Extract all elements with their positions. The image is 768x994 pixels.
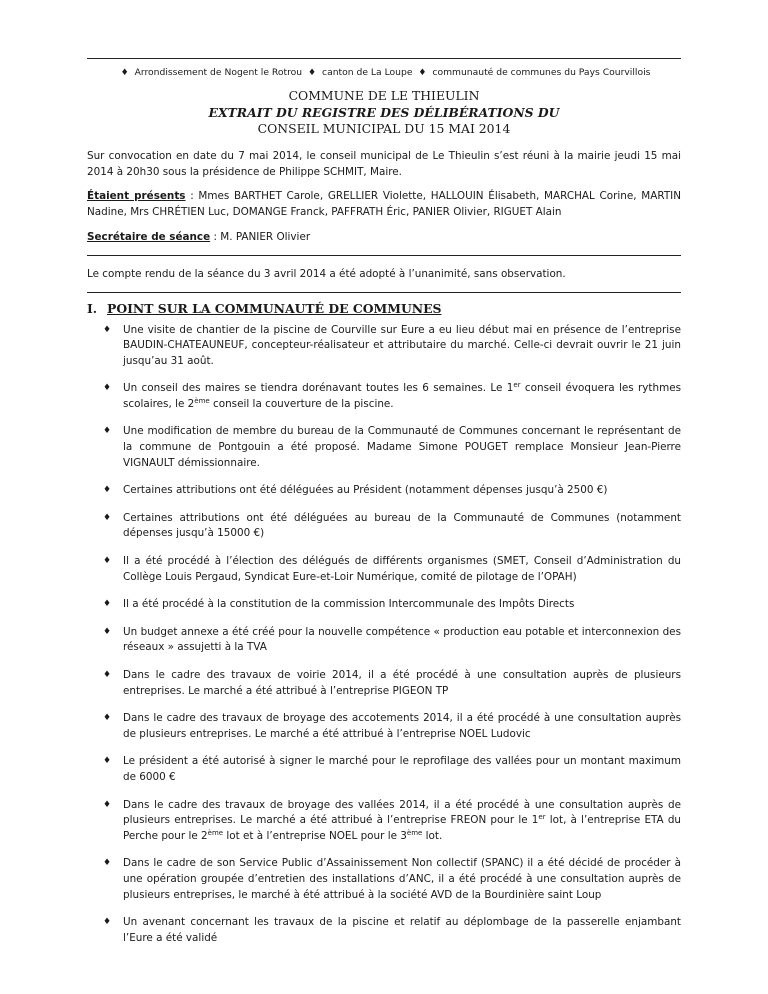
presents-paragraph xyxy=(87,188,681,220)
title-extrait: EXTRAIT DU REGISTRE DES DÉLIBÉRATIONS DU xyxy=(208,104,560,120)
diamond-icon: ♦ xyxy=(120,68,129,78)
diamond-bullet-icon: ♦ xyxy=(103,799,112,810)
list-item: ♦ Un budget annexe a été créé pour la nouvelle compétence « production eau potable et interconnexion des réseaux » assujetti à la TVA xyxy=(103,625,681,654)
diamond-bullet-icon: ♦ xyxy=(103,556,112,567)
secretaire-name: : M. PANIER Olivier xyxy=(210,230,311,243)
section-title: POINT SUR LA COMMUNAUTÉ DE COMMUNES xyxy=(107,300,442,316)
canton-text: canton de La Loupe xyxy=(322,67,413,78)
diamond-bullet-icon: ♦ xyxy=(103,713,112,724)
list-item: ♦ Un avenant concernant les travaux de la piscine et relatif au déplombage de la passerelle enjambant l’Eure a été validé xyxy=(103,916,681,944)
secretaire-paragraph xyxy=(87,229,681,245)
list-item: ♦ Il a été procédé à la constitution de la commission Intercommunale des Impôts Directs xyxy=(87,597,681,613)
arrondissement-text: Arrondissement de Nogent le Rotrou xyxy=(134,67,303,78)
list-item: ♦ Le président a été autorisé à signer le marché pour le reprofilage des vallées pour un montant maximum de 6000 € xyxy=(103,755,681,783)
diamond-bullet-icon: ♦ xyxy=(103,512,112,523)
section-number: I. xyxy=(87,300,98,316)
diamond-icon: ♦ xyxy=(308,68,317,78)
diamond-bullet-icon: ♦ xyxy=(103,599,112,610)
presents-list: : Mmes BARTHET Carole, GRELLIER Violette, HALLOUIN Élisabeth, MARCHAL Corine, MARTIN Nadine, Mrs CHRÉTIEN Luc, DOMANGE Franck, PAFFRATH Éric, PANIER Olivier, RIGUET Alain xyxy=(87,189,681,218)
list-item: ♦ Certaines attributions ont été déléguées au Président (notamment dépenses jusqu’à 2500 €) xyxy=(87,483,681,499)
diamond-bullet-icon: ♦ xyxy=(103,426,112,437)
title-conseil: CONSEIL MUNICIPAL DU 15 MAI 2014 xyxy=(257,121,511,136)
list-item: ♦ Certaines attributions ont été déléguées au bureau de la Communauté de Communes (notamment dépenses jusqu’à 15000 €) xyxy=(103,511,681,540)
diamond-bullet-icon: ♦ xyxy=(103,756,112,767)
list-item: ♦ Dans le cadre de son Service Public d’Assainissement Non collectif (SPANC) il a été décidé de procéder à une opération groupée d’entretien des installations d’ANC, il a été procédé à une consultation auprès de plusieurs entreprises, le marché à été attribué à la société AVD de la Bourdinière saint Loup xyxy=(103,857,681,901)
diamond-bullet-icon: ♦ xyxy=(103,626,112,637)
list-item: ♦ Dans le cadre des travaux de broyage des vallées 2014, il a été procédé à une consultation auprès de plusieurs entreprises. Le marché a été attribué à l’entreprise FREON pour le 1er lot, à l’entreprise ETA du Perche pour le 2ème lot et à l’entreprise NOEL pour le 3ème lot. xyxy=(103,798,681,842)
secretaire-label: Secrétaire de séance xyxy=(87,230,211,243)
intro-paragraph: Sur convocation en date du 7 mai 2014, le conseil municipal de Le Thieulin s’est réuni à la mairie jeudi 15 mai 2014 à 20h30 sous la présidence de Philippe SCHMIT, Maire. xyxy=(87,149,681,178)
list-item: ♦ Il a été procédé à l’élection des délégués de différents organismes (SMET, Conseil d’Administration du Collège Louis Pergaud, Syndicat Eure-et-Loir Numérique, comité de pilotage de l’OPAH) xyxy=(103,555,681,583)
list-item: ♦ Un conseil des maires se tiendra dorénavant toutes les 6 semaines. Le 1er conseil évoquera les rythmes scolaires, le 2ème conseil la couverture de la piscine. xyxy=(103,381,682,410)
list-item: ♦ Dans le cadre des travaux de voirie 2014, il a été procédé à une consultation auprès de plusieurs entreprises. Le marché a été attribué à l’entreprise PIGEON TP xyxy=(103,669,681,697)
diamond-bullet-icon: ♦ xyxy=(103,917,112,928)
diamond-icon: ♦ xyxy=(418,68,427,78)
item-list xyxy=(87,323,681,947)
diamond-bullet-icon: ♦ xyxy=(103,383,112,394)
title-block xyxy=(87,88,681,138)
list-item: ♦ Dans le cadre des travaux de broyage des accotements 2014, il a été procédé à une consultation auprès de plusieurs entreprises. Le marché a été attribué à l’entreprise NOEL Ludovic xyxy=(103,712,681,740)
compte-rendu-paragraph: Le compte rendu de la séance du 3 avril 2014 a été adopté à l’unanimité, sans observation. xyxy=(87,267,566,280)
title-commune: COMMUNE DE LE THIEULIN xyxy=(288,88,480,103)
diamond-bullet-icon: ♦ xyxy=(103,858,112,869)
list-item: ♦ Une modification de membre du bureau de la Communauté de Communes concernant le représentant de la commune de Pontgouin a été proposé. Madame Simone POUGET remplace Monsieur Jean-Pierre VIGNAULT démissionnaire. xyxy=(103,425,681,469)
header-topline xyxy=(87,59,681,88)
list-item: ♦ Une visite de chantier de la piscine de Courville sur Eure a eu lieu début mai en présence de l’entreprise BAUDIN-CHATEAUNEUF, concepteur-réalisateur et attributaire du marché. Celle-ci devrait ouvrir le 21 juin jusqu’au 31 août. xyxy=(103,323,681,367)
communaute-text: communauté de communes du Pays Courvillois xyxy=(432,67,651,78)
section-heading xyxy=(87,301,681,316)
section-rule xyxy=(87,292,681,293)
presents-label: Étaient présents xyxy=(87,189,186,202)
diamond-bullet-icon: ♦ xyxy=(103,324,112,335)
diamond-bullet-icon: ♦ xyxy=(103,485,112,496)
document-page xyxy=(87,58,681,958)
diamond-bullet-icon: ♦ xyxy=(103,670,112,680)
